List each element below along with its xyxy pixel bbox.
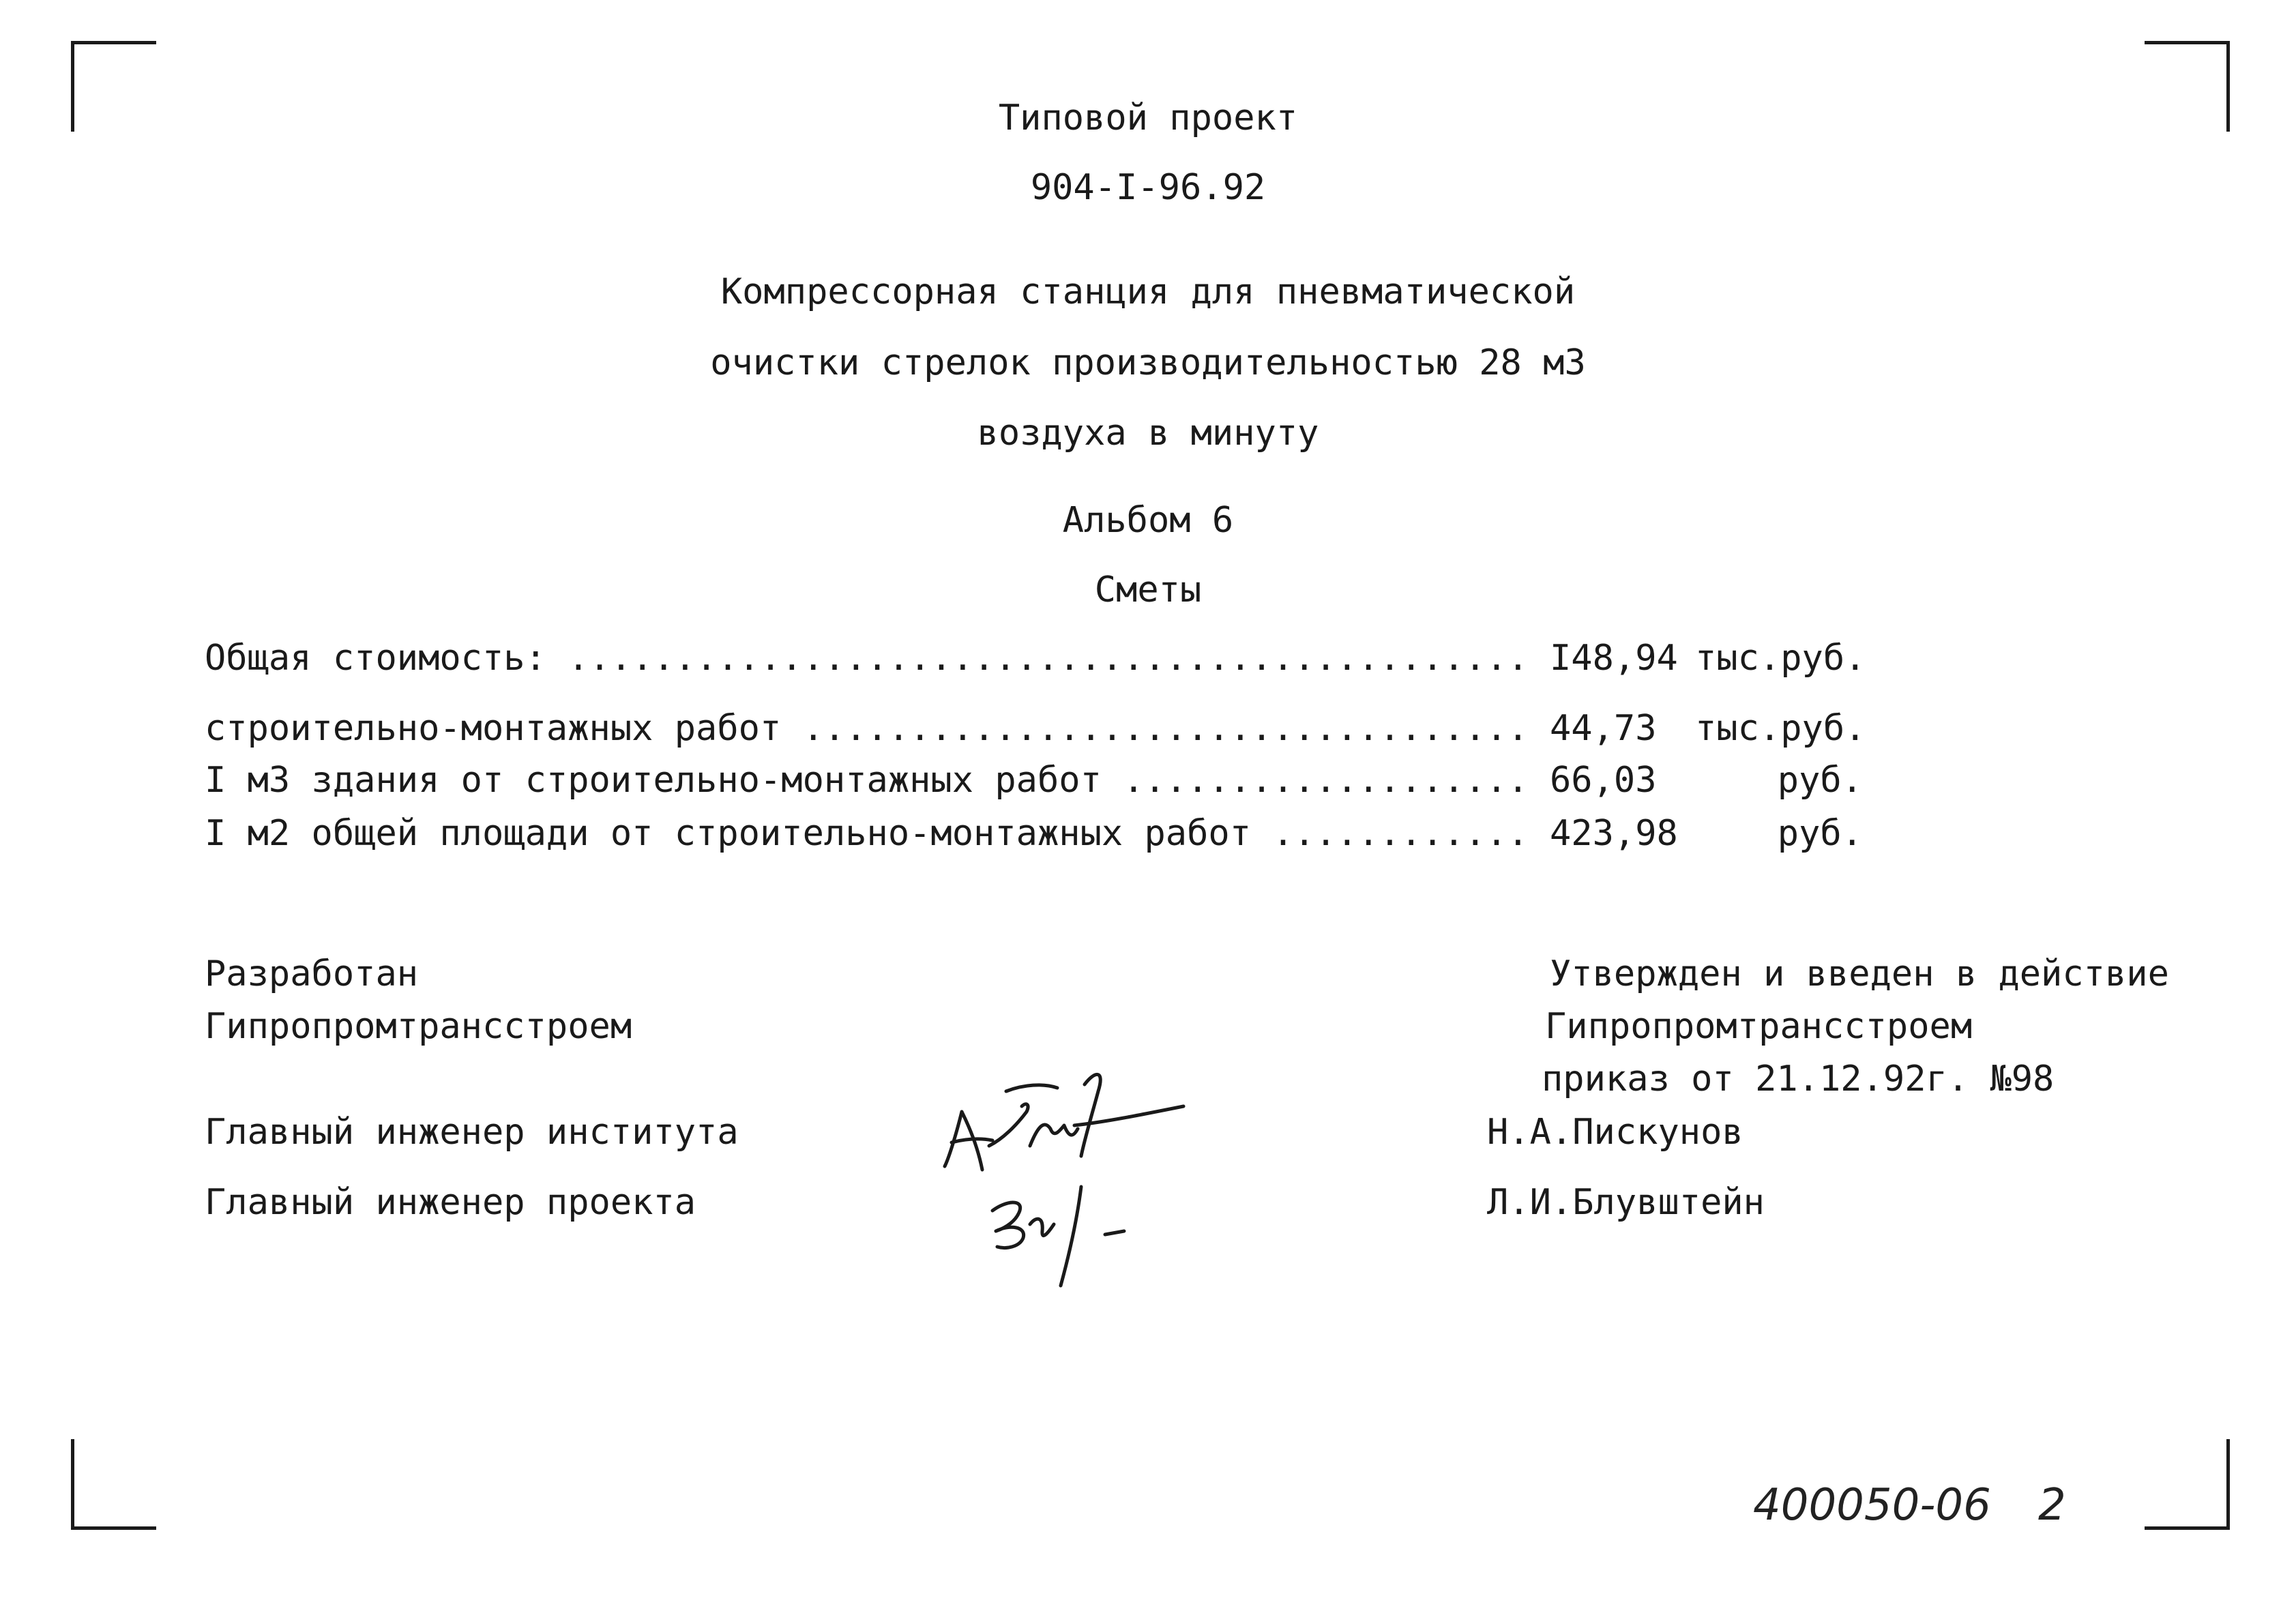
developed-label: Разработан xyxy=(205,954,419,994)
cost-label: I м2 общей площади от строительно-монтажных работ ..... xyxy=(205,813,1528,854)
cost-unit: тыс.руб. xyxy=(1695,638,1866,679)
cost-value: 423,98 xyxy=(1550,813,1678,854)
project-type: Типовой проект xyxy=(998,98,1298,138)
approved-org: Гипропромтрансстроем xyxy=(1545,1006,1973,1047)
cost-value: I48,94 xyxy=(1550,638,1678,679)
album-number: Альбом 6 xyxy=(1062,500,1234,541)
album-name: Сметы xyxy=(1094,570,1202,610)
document-number: 400050-06 xyxy=(1753,1480,1991,1531)
title-line-2: очистки стрелок производительностью 28 м3 xyxy=(710,342,1586,383)
cost-label: Общая стоимость: ..... xyxy=(205,638,1528,679)
title-line-3: воздуха в минуту xyxy=(977,413,1319,454)
approved-label: Утвержден и введен в действие xyxy=(1550,954,2169,994)
cost-label: строительно-монтажных работ ..... xyxy=(205,708,1528,749)
signatory-name-project: Л.И.Блувштейн xyxy=(1487,1182,1765,1223)
cost-value: 66,03 xyxy=(1550,760,1657,801)
corner-mark-bottom-right xyxy=(2145,1439,2230,1530)
title-line-1: Компрессорная станция для пневматической xyxy=(720,271,1576,312)
page-number: 2 xyxy=(2038,1480,2066,1531)
signatory-role-project: Главный инженер проекта xyxy=(205,1182,696,1223)
cost-unit: руб. xyxy=(1777,760,1863,801)
cost-value: 44,73 xyxy=(1550,708,1657,749)
handwritten-signatures xyxy=(941,1064,1228,1289)
developed-org: Гипропромтрансстроем xyxy=(205,1006,632,1047)
signatory-role-institute: Главный инженер института xyxy=(205,1112,739,1153)
cost-unit: тыс.руб. xyxy=(1695,708,1866,749)
approval-order: приказ от 21.12.92г. №98 xyxy=(1542,1059,2055,1099)
corner-mark-bottom-left xyxy=(71,1439,156,1530)
cost-label: I м3 здания от строительно-монтажных работ ..... xyxy=(205,760,1528,801)
cost-unit: руб. xyxy=(1777,813,1863,854)
project-code: 904-I-96.92 xyxy=(1030,167,1266,208)
signatory-name-institute: Н.А.Пискунов xyxy=(1487,1112,1743,1153)
